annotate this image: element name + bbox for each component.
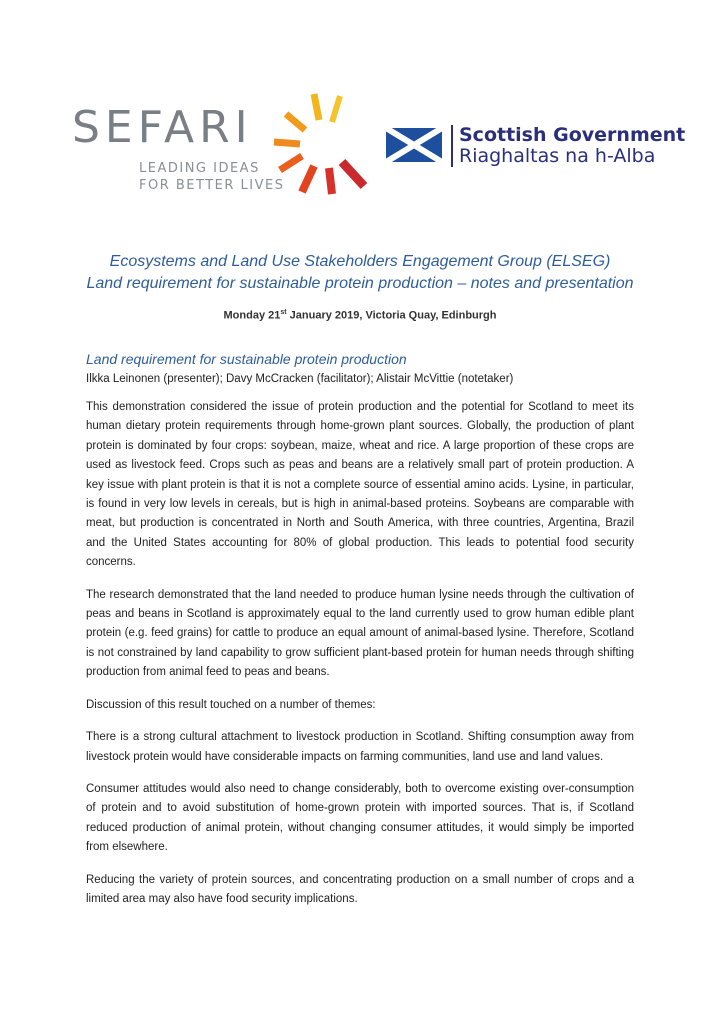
date-day: Monday 21 [223,309,281,322]
date-suffix: st [280,309,287,316]
paragraph: Discussion of this result touched on a number of themes: [86,698,376,711]
document-title-line2: Land requirement for sustainable protein production – notes and presentation [86,275,634,292]
paragraph: Reducing the variety of protein sources, and concentrating production on a small number of crops and a limited area may also have food security implications. [86,873,634,905]
document-title-line1: Ecosystems and Land Use Stakeholders Engagement Group (ELSEG) [109,253,611,270]
gov-logo-name-gaelic: Riaghaltas na h-Alba [459,145,656,167]
sefari-logo-wordmark: SEFARI [72,102,253,153]
sefari-tagline [139,160,284,194]
sefari-tagline-line1: LEADING IDEAS [139,161,260,176]
paragraph: There is a strong cultural attachment to livestock production in Scotland. Shifting consumption away from livestock protein would have considerable impacts on farming communities, land use and land values. [86,731,634,763]
paragraph: This demonstration considered the issue of protein production and the potential for Scotland to meet its human dietary protein requirements through home-grown plant sources. Globally, the production of plant protein is dominated by four crops: soybean, maize, wheat and rice. A large proportion of these crops are used as livestock feed. Crops such as peas and beans are a relatively small part of protein production. A key issue with plant protein is that it is not a complete source of essential amino acids. Lysine, in particular, is found in very low levels in cereals, but is high in animal-based proteins. Soybeans are comparable with meat, but production is concentrated in North and South America, with three countries, Argentina, Brazil and the United States accounting for 80% of global production. This leads to potential food security concerns. [86,401,634,569]
date-rest: January 2019, Victoria Quay, Edinburgh [286,309,497,322]
section-heading: Land requirement for sustainable protein production [86,351,407,367]
gov-logo-divider [451,125,453,167]
participants-line: Ilkka Leinonen (presenter); Davy McCracken (facilitator); Alistair McVittie (notetaker) [86,373,514,385]
sefari-sunburst-icon [272,90,372,200]
gov-logo-name: Scottish Government [459,124,686,146]
logo-banner [0,0,720,220]
meeting-date-location [40,305,680,324]
body-text [86,398,634,922]
saltire-flag-icon [386,128,442,162]
paragraph: Consumer attitudes would also need to change considerably, both to overcome existing over-consumption of protein and to avoid substitution of home-grown protein with imported sources. That is, if Scotland reduced production of animal protein, without changing consumer attitudes, it would simply be imported from elsewhere. [86,782,634,854]
paragraph: The research demonstrated that the land needed to produce human lysine needs through the cultivation of peas and beans in Scotland is approximately equal to the land currently used to grow human edible plant protein (e.g. feed grains) for cattle to produce an equal amount of animal-based lysine. Therefore, Scotland is not constrained by land capability to grow sufficient plant-based protein for human needs through shifting production from animal feed to peas and beans. [86,588,634,679]
sefari-tagline-line2: FOR BETTER LIVES [139,178,285,193]
